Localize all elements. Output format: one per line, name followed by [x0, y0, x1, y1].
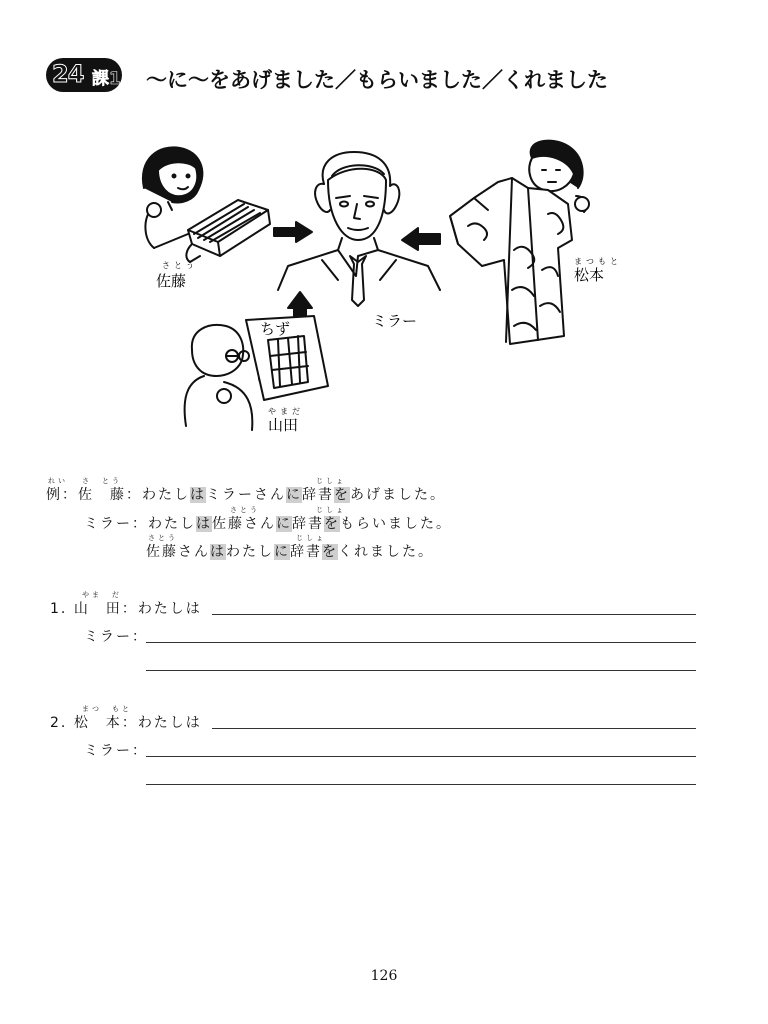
exercise-2-second-speaker: ミラー: [84, 743, 132, 759]
map-label: ちず: [260, 320, 291, 338]
example-line3-sato-furigana: さとう: [148, 534, 178, 542]
exercise-2-line-1: 2. 松 本：わたしは: [50, 715, 202, 731]
sato-name: 佐藤: [156, 272, 187, 290]
example-label: 例: [46, 487, 62, 503]
exercise-1-line-2: ミラー：: [84, 629, 148, 645]
miller-name: ミラー: [372, 312, 418, 330]
exercise-1-line-1: 1. 山 田：わたしは: [50, 601, 202, 617]
yamada-name: 山田: [268, 416, 299, 434]
lesson-number: 24: [52, 60, 84, 88]
exercise-2-line-2: ミラー：: [84, 743, 148, 759]
exercise-2-answer-line-1[interactable]: [212, 728, 696, 729]
exercise-2-answer-line-3[interactable]: [146, 784, 696, 785]
lesson-sub: 課1: [92, 69, 121, 89]
sato-furigana: さとう: [162, 261, 198, 270]
illustration: [128, 130, 628, 440]
exercise-2-furigana: まつ もと: [82, 705, 132, 713]
yamada-furigana: やまだ: [268, 407, 304, 416]
exercise-1-furigana: やま だ: [82, 591, 122, 599]
page-number: 126: [370, 968, 398, 984]
example-speaker1-furigana: さ とう: [82, 477, 122, 485]
lesson-badge: [46, 58, 122, 92]
exercise-1-answer-line-3[interactable]: [146, 670, 696, 671]
example-speaker2: ミラー: [84, 516, 132, 532]
exercise-2-answer-line-2[interactable]: [146, 756, 696, 757]
exercise-2-prompt: わたしは: [137, 715, 202, 731]
exercise-1-second-speaker: ミラー: [84, 629, 132, 645]
matsumoto-name: 松本: [574, 266, 605, 284]
kimono-icon: [450, 178, 572, 344]
exercise-1-number: 1.: [50, 601, 68, 617]
example-line2-sato-furigana: さとう: [230, 506, 260, 514]
example-speaker1: 佐 藤: [78, 487, 126, 503]
exercise-2-speaker: 松 本: [73, 715, 122, 731]
example-line3-jisho-furigana: じしょ: [296, 534, 326, 542]
exercise-1-answer-line-1[interactable]: [212, 614, 696, 615]
arrow-right-icon: [274, 222, 312, 242]
arrow-left-icon: [402, 228, 440, 250]
exercise-2-number: 2.: [50, 715, 68, 731]
exercise-1-answer-line-2[interactable]: [146, 642, 696, 643]
page-title: 〜に〜をあげました／もらいました／くれました: [146, 68, 608, 92]
example-line2-jisho-furigana: じしょ: [316, 506, 346, 514]
exercise-1-prompt: わたしは: [137, 601, 202, 617]
example-line-1: 例：佐 藤：わたしはミラーさんに辞書をあげました。: [46, 487, 446, 503]
example-label-furigana: れい: [48, 477, 68, 485]
gift-exchange-illustration: [128, 130, 628, 440]
example-line-3: 佐藤さんはわたしに辞書をくれました。: [146, 544, 434, 560]
book-icon: [186, 200, 270, 262]
exercise-1-speaker: 山 田: [73, 601, 122, 617]
example-line1-jisho-furigana: じしょ: [316, 477, 346, 485]
example-line-2: ミラー：わたしは佐藤さんに辞書をもらいました。: [84, 516, 452, 532]
matsumoto-furigana: まつもと: [574, 257, 622, 266]
